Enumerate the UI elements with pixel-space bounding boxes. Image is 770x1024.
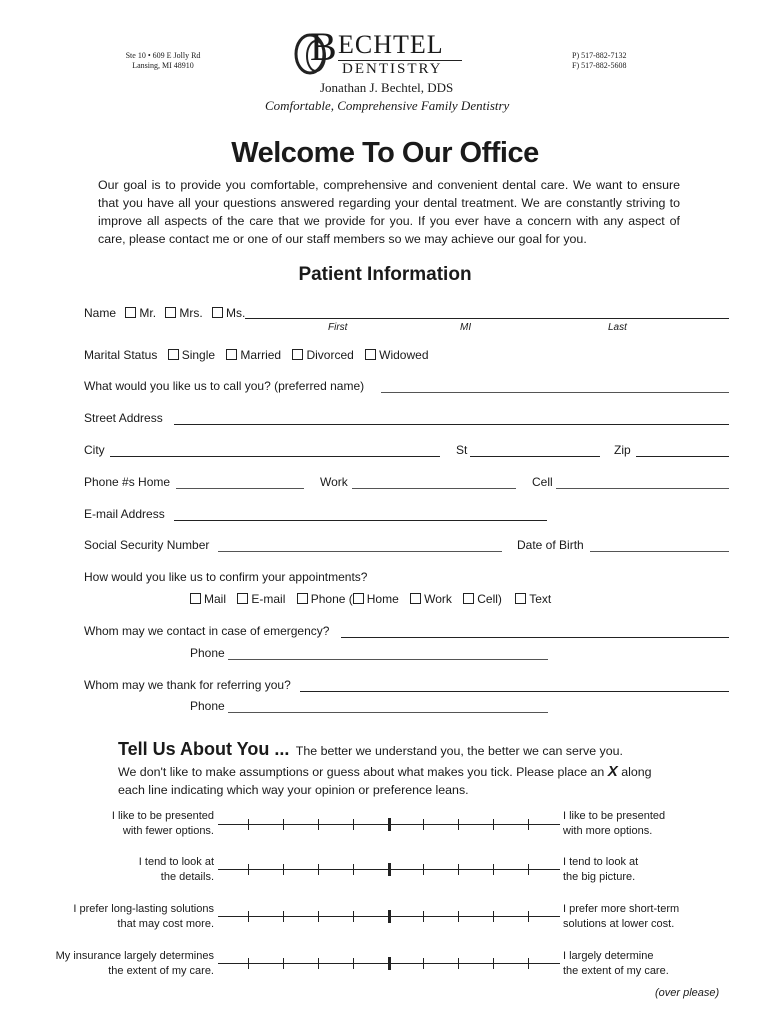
scale-4-left-line1: My insurance largely determines (55, 950, 214, 962)
divorced-option[interactable] (292, 348, 353, 362)
logo-bottom-text: DENTISTRY (342, 61, 443, 77)
email-checkbox[interactable] (237, 593, 248, 604)
scale-tick (493, 819, 494, 830)
scale-center-tick (388, 863, 391, 876)
scale-tick (458, 958, 459, 969)
email-field[interactable] (174, 520, 547, 521)
scale-1-right-line1: I like to be presented (563, 810, 666, 822)
scale-center-tick (388, 957, 391, 970)
logo-top-text: ECHTEL (338, 30, 444, 59)
doctor-name: Jonathan J. Bechtel, DDS (320, 80, 454, 95)
scale-4-right-line1: I largely determine (563, 950, 654, 962)
scale-2-right-line2: the big picture. (563, 871, 636, 883)
tell-us-heading-row (118, 739, 623, 760)
city-label: City (84, 443, 105, 457)
scale-4-left-line2: the extent of my care. (108, 965, 214, 977)
practice-tagline: Comfortable, Comprehensive Family Dentistry (265, 98, 510, 113)
scale-tick (458, 911, 459, 922)
single-checkbox[interactable] (168, 349, 179, 360)
scale-4-left-text (56, 949, 214, 979)
scale-3-left-line2: that may cost more. (117, 918, 214, 930)
work-checkbox[interactable] (410, 593, 421, 604)
ssn-label: Social Security Number (84, 538, 210, 552)
scale-2-left-line1: I tend to look at (138, 856, 214, 868)
first-name-caption: First (328, 322, 348, 333)
state-label: St (456, 443, 468, 457)
last-name-caption: Last (608, 322, 627, 333)
confirm-phone-option[interactable] (297, 592, 353, 606)
married-label: Married (240, 348, 282, 362)
scale-center-tick (388, 818, 391, 831)
zip-label: Zip (614, 443, 631, 457)
cell-option-label: Cell) (477, 592, 502, 606)
scale-tick (318, 819, 319, 830)
scale-tick (423, 864, 424, 875)
ms-checkbox[interactable] (212, 307, 223, 318)
scale-tick (528, 911, 529, 922)
phone-option-label: Phone ( (310, 592, 353, 606)
scale-1-left-line1: I like to be presented (111, 810, 214, 822)
dob-label: Date of Birth (517, 538, 584, 552)
marital-label: Marital Status (84, 348, 158, 362)
scale-4-right-line2: the extent of my care. (563, 965, 669, 977)
scale-tick (493, 864, 494, 875)
scale-1-left-line2: with fewer options. (122, 825, 214, 837)
scale-tick (458, 864, 459, 875)
logo-letter: B (310, 24, 337, 69)
scale-1-right-text (563, 809, 665, 839)
referral-phone-label: Phone (190, 699, 225, 713)
scale-tick (528, 819, 529, 830)
scale-tick (283, 911, 284, 922)
scale-3-right-text (563, 902, 679, 932)
title-mr-option[interactable] (125, 306, 156, 320)
emergency-phone-field[interactable] (228, 659, 548, 660)
text-checkbox[interactable] (515, 593, 526, 604)
confirm-work-option[interactable] (410, 592, 452, 606)
dob-field[interactable] (590, 551, 729, 552)
name-field[interactable] (245, 318, 729, 319)
email-option-label: E-mail (251, 592, 286, 606)
referral-label: Whom may we thank for referring you? (84, 678, 291, 692)
scale-2-line[interactable] (218, 863, 560, 875)
scale-tick (353, 819, 354, 830)
scale-2-left-text (139, 855, 214, 885)
emergency-contact-label: Whom may we contact in case of emergency? (84, 624, 330, 638)
mail-checkbox[interactable] (190, 593, 201, 604)
cell-checkbox[interactable] (463, 593, 474, 604)
referral-phone-field[interactable] (228, 712, 548, 713)
office-contact (572, 51, 626, 71)
scale-4-right-text (563, 949, 669, 979)
preferred-name-label: What would you like us to call you? (preferred name) (84, 379, 365, 393)
patient-info-heading: Patient Information (298, 264, 472, 285)
tell-us-subheading: The better we understand you, the better we can serve you. (295, 744, 623, 758)
scale-tick (423, 819, 424, 830)
office-fax: F) 517-882-5608 (572, 61, 627, 70)
scale-3-line[interactable] (218, 910, 560, 922)
emergency-contact-field[interactable] (341, 637, 729, 638)
over-please-note: (over please) (655, 987, 720, 999)
street-address-label: Street Address (84, 411, 163, 425)
scale-tick (248, 958, 249, 969)
home-option-label: Home (366, 592, 399, 606)
single-label: Single (181, 348, 216, 362)
street-address-field[interactable] (174, 424, 729, 425)
instructions-part-b: along each line indicating which way your opinion or preference leans. (118, 765, 652, 797)
referral-field[interactable] (300, 691, 729, 692)
scale-tick (283, 958, 284, 969)
confirm-email-option[interactable] (237, 592, 285, 606)
scale-tick (423, 958, 424, 969)
instructions-part-a: We don't like to make assumptions or guess about what makes you tick. Please place an (118, 765, 605, 779)
scale-4-line[interactable] (218, 957, 560, 969)
phone-cell-label: Cell (532, 475, 553, 489)
confirm-mail-option[interactable] (190, 592, 226, 606)
middle-initial-caption: MI (460, 322, 472, 333)
confirm-home-option[interactable] (353, 592, 399, 606)
name-label: Name (84, 306, 117, 320)
scale-tick (353, 958, 354, 969)
scale-3-right-line1: I prefer more short-term (563, 903, 680, 915)
email-label: E-mail Address (84, 507, 165, 521)
scale-tick (528, 958, 529, 969)
scale-tick (248, 911, 249, 922)
confirm-text-option[interactable] (515, 592, 551, 606)
married-checkbox[interactable] (226, 349, 237, 360)
scale-tick (318, 958, 319, 969)
scale-tick (423, 911, 424, 922)
mail-label: Mail (204, 592, 227, 606)
text-option-label: Text (529, 592, 552, 606)
scale-3-right-line2: solutions at lower cost. (563, 918, 675, 930)
scale-tick (458, 819, 459, 830)
scale-tick (283, 864, 284, 875)
instructions-x-mark: X (607, 763, 618, 780)
ms-label: Ms. (226, 306, 246, 320)
scale-tick (493, 958, 494, 969)
widowed-option[interactable] (365, 348, 428, 362)
mrs-checkbox[interactable] (165, 307, 176, 318)
preferred-name-field[interactable] (381, 392, 729, 393)
widowed-checkbox[interactable] (365, 349, 376, 360)
scale-3-left-line1: I prefer long-lasting solutions (73, 903, 214, 915)
bechtel-logo (290, 24, 470, 80)
phone-checkbox[interactable] (297, 593, 308, 604)
name-row (84, 306, 245, 320)
divorced-checkbox[interactable] (292, 349, 303, 360)
scale-tick (493, 911, 494, 922)
home-checkbox[interactable] (353, 593, 364, 604)
mr-checkbox[interactable] (125, 307, 136, 318)
scale-tick (318, 864, 319, 875)
state-field[interactable] (470, 456, 600, 457)
scale-2-right-text (563, 855, 638, 885)
scale-center-tick (388, 910, 391, 923)
scale-2-right-line1: I tend to look at (563, 856, 639, 868)
phone-work-field[interactable] (352, 488, 516, 489)
confirm-options-row (190, 592, 559, 606)
phone-cell-field[interactable] (556, 488, 729, 489)
scale-1-right-line2: with more options. (563, 825, 653, 837)
tell-us-heading: Tell Us About You ... (118, 739, 290, 759)
address-line-2: Lansing, MI 48910 (132, 61, 194, 70)
phone-home-label: Phone #s Home (84, 475, 171, 489)
address-line-1: Ste 10 • 609 E Jolly Rd (125, 51, 201, 60)
mr-label: Mr. (139, 306, 157, 320)
widowed-label: Widowed (379, 348, 429, 362)
phone-work-label: Work (320, 475, 348, 489)
scale-tick (318, 911, 319, 922)
scale-tick (248, 864, 249, 875)
scale-tick (248, 819, 249, 830)
zip-field[interactable] (636, 456, 729, 457)
mrs-label: Mrs. (179, 306, 203, 320)
work-option-label: Work (424, 592, 452, 606)
emergency-phone-label: Phone (190, 646, 225, 660)
scale-tick (353, 864, 354, 875)
city-field[interactable] (110, 456, 440, 457)
marital-row (84, 348, 437, 362)
scale-2-left-line2: the details. (160, 871, 214, 883)
single-option[interactable] (168, 348, 215, 362)
intro-paragraph: Our goal is to provide you comfortable, comprehensive and convenient dental care. We want to ensure that you have all your questions answered regarding your dental treatment. We are constantly striving to improve all aspects of the care that we provide for you. If you ever have a concern with any aspect of care, please contact me or one of our staff members so we may achieve our goal for you. (98, 178, 680, 246)
scale-tick (353, 911, 354, 922)
scale-1-left-text (112, 809, 214, 839)
title-ms-option[interactable] (212, 306, 245, 320)
scale-tick (283, 819, 284, 830)
scale-tick (528, 864, 529, 875)
confirm-question: How would you like us to confirm your appointments? (84, 570, 368, 584)
scale-3-left-text (73, 902, 214, 932)
scale-1-line[interactable] (218, 818, 560, 830)
divorced-label: Divorced (306, 348, 354, 362)
married-option[interactable] (226, 348, 281, 362)
ssn-field[interactable] (218, 551, 502, 552)
page-title: Welcome To Our Office (231, 137, 539, 169)
title-mrs-option[interactable] (165, 306, 202, 320)
confirm-cell-option[interactable] (463, 592, 502, 606)
office-phone: P) 517-882-7132 (572, 51, 627, 60)
tell-us-instructions (118, 763, 678, 799)
office-address (108, 51, 218, 71)
phone-home-field[interactable] (176, 488, 304, 489)
